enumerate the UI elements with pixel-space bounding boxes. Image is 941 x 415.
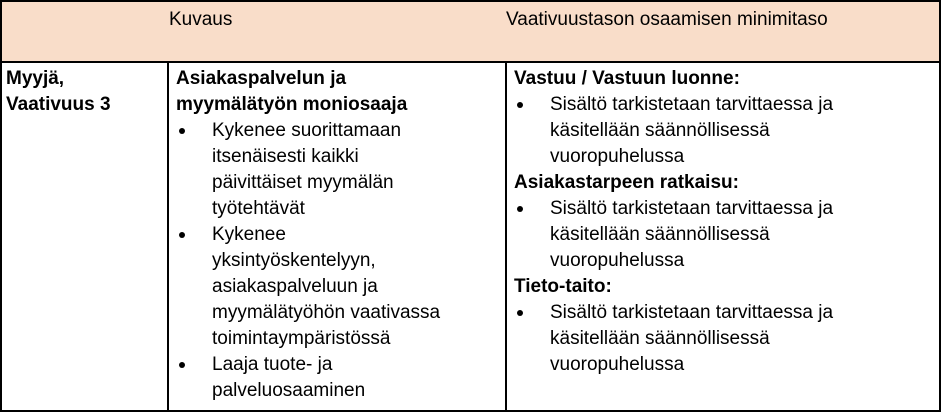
header-kuvaus: Kuvaus <box>169 9 233 30</box>
bullet-item <box>514 196 833 274</box>
bullet-line: Laaja tuote- ja <box>212 354 333 375</box>
table-border-left <box>0 0 2 412</box>
bullet-line: itsenäisesti kaikki <box>212 146 359 167</box>
bullet-line: päivittäiset myymälän <box>212 172 394 193</box>
section-heading: Tieto-taito: <box>514 276 612 297</box>
title-line: myymälätyön moniosaaja <box>176 94 408 115</box>
role-cell <box>6 66 111 118</box>
role-line: Vaativuus 3 <box>6 94 111 115</box>
bullet-item <box>176 222 440 352</box>
bullet-line: asiakaspalveluun ja <box>212 276 378 297</box>
column-divider-1 <box>167 63 169 412</box>
bullet-line: vuoropuhelussa <box>550 146 685 167</box>
header-minimitaso: Vaativuustason osaamisen minimitaso <box>506 9 828 30</box>
bullet-line: työtehtävät <box>212 198 305 219</box>
bullet-item <box>514 92 833 170</box>
table-border-top <box>0 0 941 2</box>
minimum-level-cell <box>514 66 833 378</box>
bullet-item <box>176 352 440 404</box>
bullet-item <box>514 300 833 378</box>
bullet-line: Kykenee suorittamaan <box>212 120 402 141</box>
bullet-line: Sisältö tarkistetaan tarvittaessa ja <box>550 198 834 219</box>
bullet-line: palveluosaaminen <box>212 380 366 401</box>
header-divider <box>0 61 941 63</box>
bullet-line: Kykenee <box>212 224 286 245</box>
bullet-line: Sisältö tarkistetaan tarvittaessa ja <box>550 94 834 115</box>
description-title <box>176 66 440 118</box>
bullet-line: myymälätyöhön vaativassa <box>212 302 441 323</box>
description-cell <box>176 66 440 404</box>
table-border-bottom <box>0 410 941 412</box>
bullet-line: käsitellään säännöllisessä <box>550 120 770 141</box>
role-line: Myyjä, <box>6 68 65 89</box>
title-line: Asiakaspalvelun ja <box>176 68 347 89</box>
bullet-line: vuoropuhelussa <box>550 250 685 271</box>
bullet-line: Sisältö tarkistetaan tarvittaessa ja <box>550 302 834 323</box>
bullet-line: yksintyöskentelyyn, <box>212 250 376 271</box>
column-divider-2 <box>505 63 507 412</box>
section-heading: Asiakastarpeen ratkaisu: <box>514 172 739 193</box>
bullet-line: käsitellään säännöllisessä <box>550 224 770 245</box>
bullet-item <box>176 118 440 222</box>
bullet-line: vuoropuhelussa <box>550 354 685 375</box>
bullet-line: toimintaympäristössä <box>212 328 391 349</box>
bullet-line: käsitellään säännöllisessä <box>550 328 770 349</box>
section-heading: Vastuu / Vastuun luonne: <box>514 68 740 89</box>
